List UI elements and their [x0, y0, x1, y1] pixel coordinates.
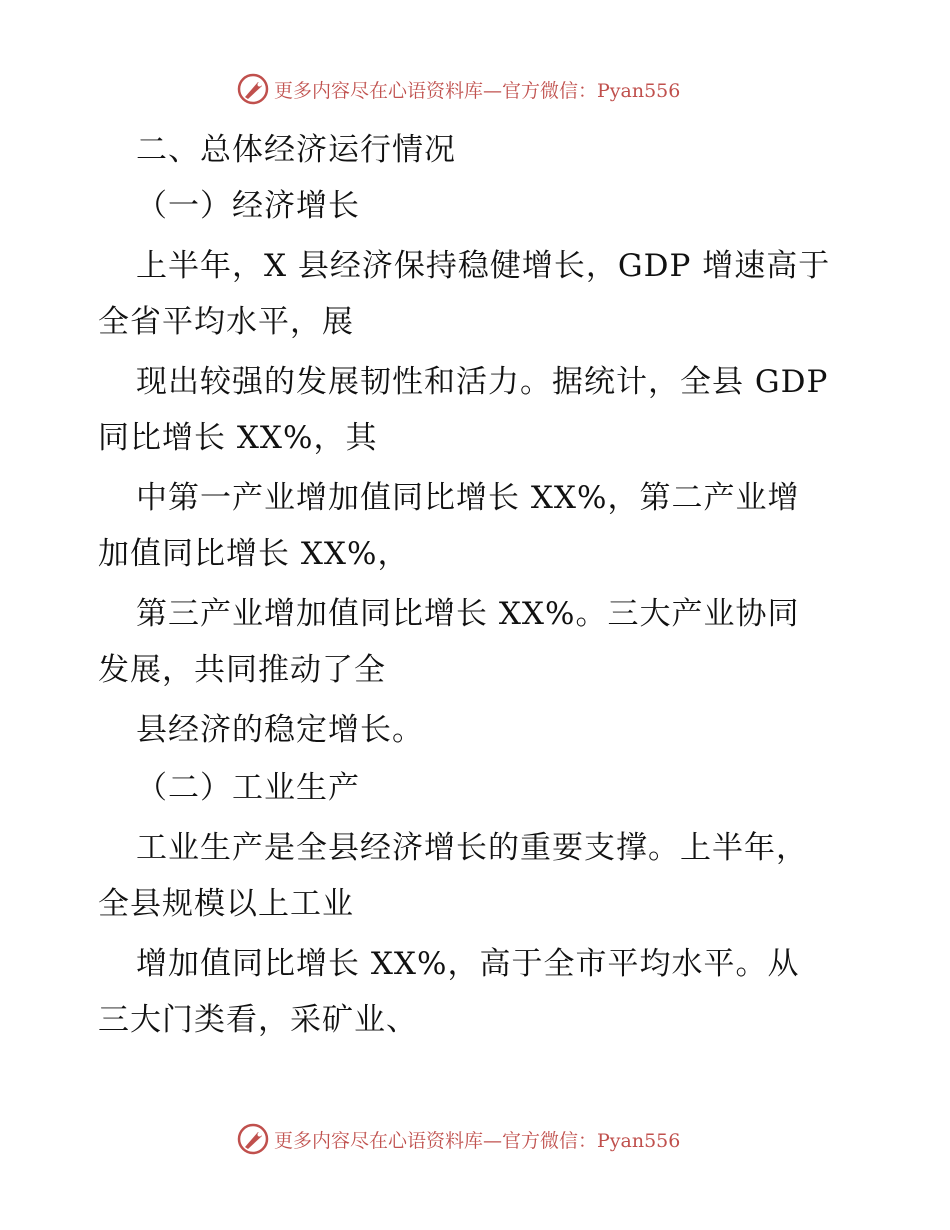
paragraph-line: 工业生产是全县经济增长的重要支撑。上半年， [136, 830, 808, 866]
subsection-heading: （一）经济增长 [136, 188, 360, 224]
paragraph-line: 第三产业增加值同比增长 XX%。三大产业协同 [136, 596, 800, 632]
paragraph-line: 上半年，X 县经济保持稳健增长，GDP 增速高于 [136, 248, 831, 284]
paragraph-line: 加值同比增长 XX%， [98, 536, 410, 572]
paragraph-line: 增加值同比增长 XX%，高于全市平均水平。从 [136, 946, 800, 982]
pen-nib-logo-icon [236, 1122, 270, 1156]
paragraph-line: 现出较强的发展韧性和活力。据统计，全县 GDP [136, 364, 829, 400]
watermark-text: 更多内容尽在心语资料库—官方微信：Pyan556 [274, 1129, 681, 1152]
subsection-heading: （二）工业生产 [136, 770, 360, 806]
section-heading: 二、总体经济运行情况 [136, 132, 456, 168]
paragraph-line: 全县规模以上工业 [98, 886, 354, 922]
paragraph-line: 同比增长 XX%，其 [98, 420, 378, 456]
paragraph-line: 全省平均水平，展 [98, 304, 354, 340]
paragraph-line: 县经济的稳定增长。 [136, 712, 424, 748]
pen-nib-logo-icon [236, 72, 270, 106]
paragraph-line: 中第一产业增加值同比增长 XX%，第二产业增 [136, 480, 800, 516]
header-watermark [236, 72, 680, 106]
watermark-text: 更多内容尽在心语资料库—官方微信：Pyan556 [274, 79, 681, 102]
paragraph-line: 三大门类看，采矿业、 [98, 1002, 418, 1038]
paragraph-line: 发展，共同推动了全 [98, 652, 386, 688]
footer-watermark [236, 1122, 680, 1156]
